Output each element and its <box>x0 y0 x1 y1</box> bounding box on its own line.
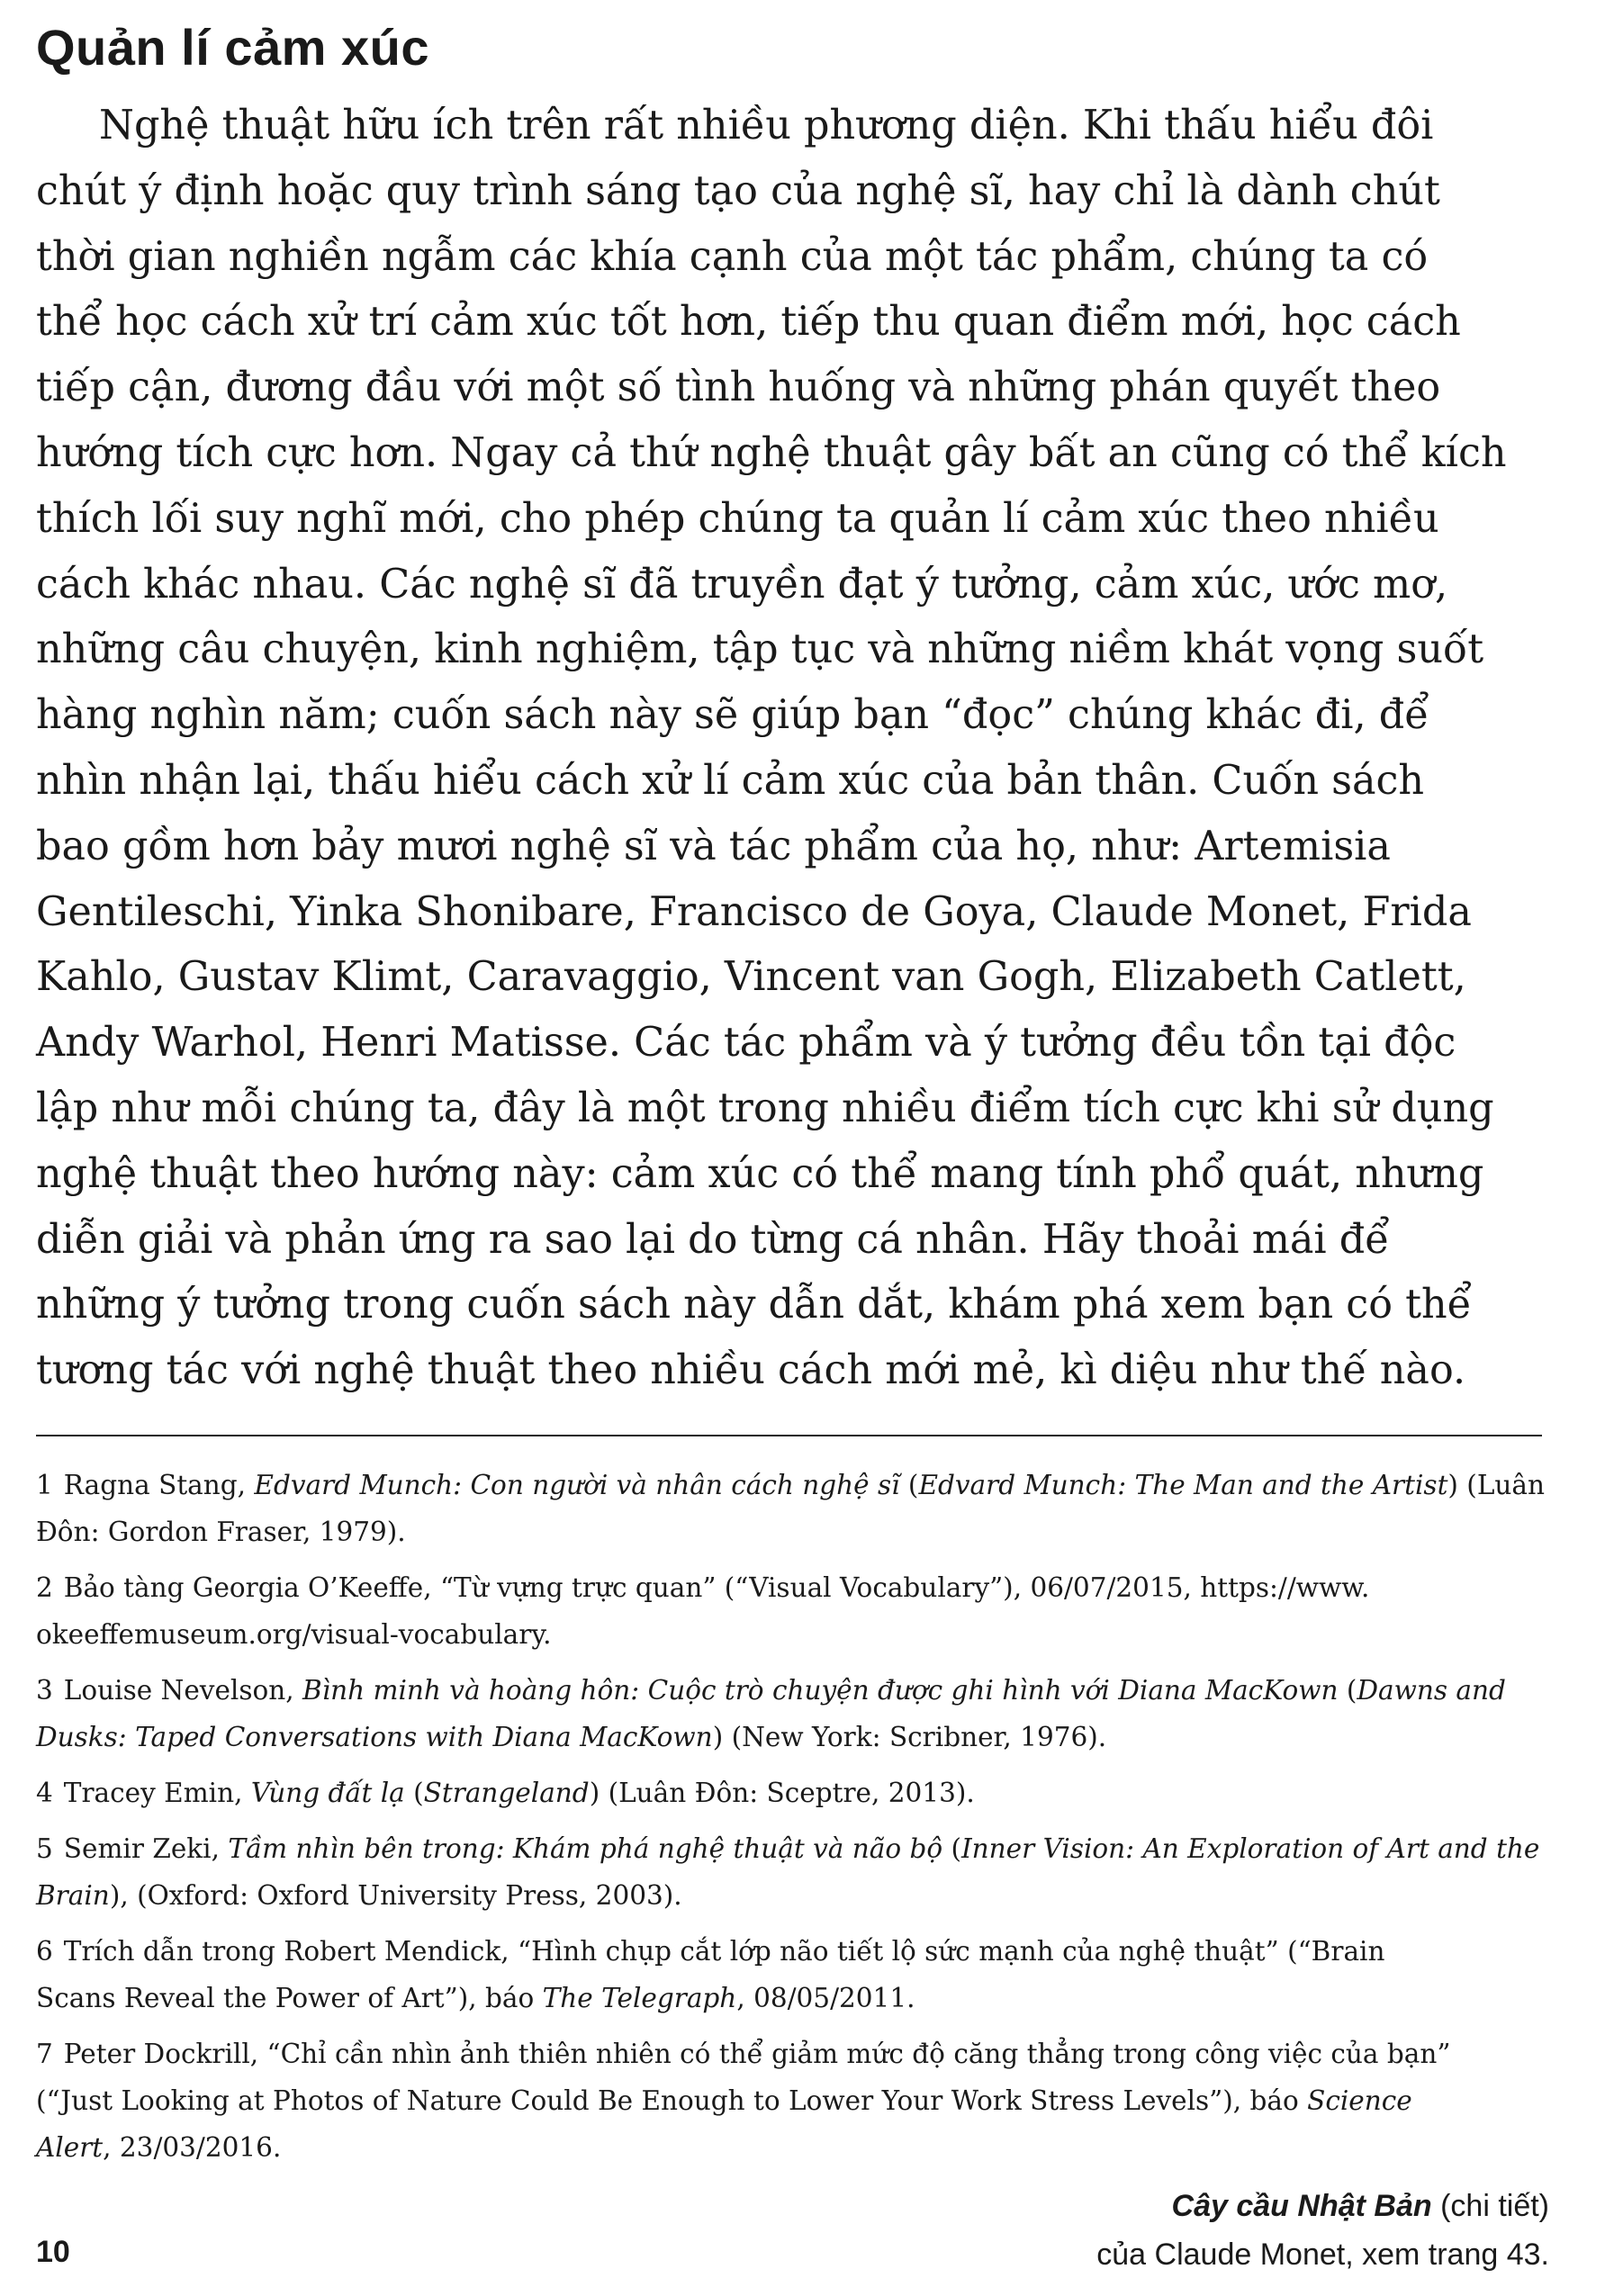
footnote-text: okeeffemuseum.org/visual-vocabulary. <box>36 1619 552 1650</box>
footnote-number: 2 <box>36 1572 53 1603</box>
body-line: cách khác nhau. Các nghệ sĩ đã truyền đạt ý tưởng, cảm xúc, ước mơ, <box>36 561 1448 608</box>
caption-line-2: của Claude Monet, xem trang 43. <box>1096 2237 1549 2272</box>
body-line: Andy Warhol, Henri Matisse. Các tác phẩm và ý tưởng đều tồn tại độc <box>36 1020 1456 1067</box>
footnote-text: ( <box>1338 1675 1357 1706</box>
footnote <box>36 1769 1557 1816</box>
footnote <box>36 1462 1557 1555</box>
footnote-number: 5 <box>36 1833 53 1864</box>
footnote-line <box>36 2124 1557 2171</box>
footnote-title-italic: Vùng đất lạ <box>250 1778 405 1808</box>
footnote-title-italic: Brain <box>36 1880 110 1911</box>
body-line: Nghệ thuật hữu ích trên rất nhiều phương diện. Khi thấu hiểu đôi <box>99 103 1434 149</box>
body-line: hàng nghìn năm; cuốn sách này sẽ giúp bạn “đọc” chúng khác đi, để <box>36 692 1429 739</box>
footnote-text: (“Just Looking at Photos of Nature Could Be Enough to Lower Your Work Stress Levels”), báo <box>36 2085 1308 2116</box>
body-line: bao gồm hơn bảy mươi nghệ sĩ và tác phẩm của họ, như: Artemisia <box>36 823 1391 869</box>
body-line: tiếp cận, đương đầu với một số tình huống và những phán quyết theo <box>36 365 1441 411</box>
footnote-text: ), (Oxford: Oxford University Press, 2003). <box>109 1880 682 1911</box>
body-line: nghệ thuật theo hướng này: cảm xúc có thể mang tính phổ quát, nhưng <box>36 1150 1484 1197</box>
footnote-title-italic: The Telegraph <box>542 1983 737 2013</box>
footnote-text: ) (Luân <box>1447 1470 1545 1500</box>
body-line: Gentileschi, Yinka Shonibare, Francisco de Goya, Claude Monet, Frida <box>36 888 1472 935</box>
footnote-text: Scans Reveal the Power of Art”), báo <box>36 1983 543 2013</box>
body-line: chút ý định hoặc quy trình sáng tạo của nghệ sĩ, hay chỉ là dành chút <box>36 167 1440 214</box>
footnote-title-italic: Edvard Munch: Con người và nhân cách nghệ sĩ <box>254 1470 900 1500</box>
footnote-title-italic: Bình minh và hoàng hôn: Cuộc trò chuyện được ghi hình với Diana MacKown <box>302 1675 1339 1706</box>
footnote-text: Louise Nevelson, <box>63 1675 303 1706</box>
body-line: thời gian nghiền ngẫm các khía cạnh của một tác phẩm, chúng ta có <box>36 233 1429 280</box>
footnote-line <box>36 1611 1557 1658</box>
footnote-text: Ragna Stang, <box>63 1470 255 1500</box>
body-line: những câu chuyện, kinh nghiệm, tập tục và những niềm khát vọng suốt <box>36 626 1484 673</box>
footnote-line <box>36 1928 1557 1975</box>
caption-artwork-title: Cây cầu Nhật Bản <box>1171 2189 1432 2223</box>
footnote <box>36 1928 1557 2021</box>
section-heading: Quản lí cảm xúc <box>36 19 429 76</box>
body-line: thể học cách xử trí cảm xúc tốt hơn, tiếp thu quan điểm mới, học cách <box>36 299 1461 346</box>
footnote-text: ( <box>942 1833 962 1864</box>
body-line: những ý tưởng trong cuốn sách này dẫn dắt, khám phá xem bạn có thể <box>36 1282 1473 1328</box>
body-line: hướng tích cực hơn. Ngay cả thứ nghệ thuật gây bất an cũng có thể kích <box>36 429 1507 476</box>
caption-line-1 <box>1096 2182 1549 2230</box>
footnote-line <box>36 1714 1557 1760</box>
footnote-text: , 23/03/2016. <box>103 2132 282 2163</box>
figure-caption <box>1096 2182 1549 2279</box>
footnote-line <box>36 1462 1557 1508</box>
footnote-line <box>36 2030 1557 2077</box>
footnote <box>36 1667 1557 1760</box>
footnote-text: Đôn: Gordon Fraser, 1979). <box>36 1517 406 1547</box>
body-line: thích lối suy nghĩ mới, cho phép chúng ta quản lí cảm xúc theo nhiều <box>36 495 1439 542</box>
footnote-title-italic: Inner Vision: An Exploration of Art and the <box>961 1833 1540 1864</box>
footnote-divider <box>36 1435 1542 1436</box>
footnote-title-italic: Strangeland <box>423 1778 590 1808</box>
footnote-title-italic: Dusks: Taped Conversations with Diana MacKown <box>36 1722 713 1752</box>
footnote-text: Semir Zeki, <box>63 1833 229 1864</box>
footnote-number: 4 <box>36 1778 53 1808</box>
footnote-line <box>36 1769 1557 1816</box>
body-paragraph <box>36 94 1557 1404</box>
page-number: 10 <box>36 2235 70 2269</box>
footnote-text: ( <box>404 1778 424 1808</box>
body-line: Kahlo, Gustav Klimt, Caravaggio, Vincent van Gogh, Elizabeth Catlett, <box>36 954 1466 1001</box>
footnotes <box>36 1462 1557 2180</box>
footnote-line <box>36 1975 1557 2021</box>
footnote-line <box>36 1667 1557 1714</box>
footnote-number: 7 <box>36 2039 53 2069</box>
footnote <box>36 2030 1557 2171</box>
footnote-line <box>36 1825 1557 1872</box>
footnote-title-italic: Science <box>1307 2085 1412 2116</box>
caption-title-suffix: (chi tiết) <box>1431 2189 1549 2223</box>
footnote-line <box>36 1564 1557 1611</box>
footnote <box>36 1564 1557 1658</box>
footnote-number: 1 <box>36 1470 53 1500</box>
footnote-title-italic: Tầm nhìn bên trong: Khám phá nghệ thuật và não bộ <box>228 1833 943 1864</box>
footnote-number: 6 <box>36 1936 53 1967</box>
footnote-text: Tracey Emin, <box>63 1778 251 1808</box>
footnote-title-italic: Alert <box>36 2132 104 2163</box>
footnote-number: 3 <box>36 1675 53 1706</box>
footnote-text: Trích dẫn trong Robert Mendick, “Hình chụp cắt lớp não tiết lộ sức mạnh của nghệ thuật” (“Brain <box>63 1936 1385 1967</box>
footnote-line <box>36 2077 1557 2124</box>
footnote-text: ) (New York: Scribner, 1976). <box>712 1722 1107 1752</box>
footnote-text: Bảo tàng Georgia O’Keeffe, “Từ vựng trực quan” (“Visual Vocabulary”), 06/07/2015, https://www. <box>63 1572 1370 1603</box>
footnote-text: ( <box>899 1470 919 1500</box>
footnote-text: ) (Luân Đôn: Sceptre, 2013). <box>589 1778 975 1808</box>
body-line: lập như mỗi chúng ta, đây là một trong nhiều điểm tích cực khi sử dụng <box>36 1085 1494 1131</box>
body-line: nhìn nhận lại, thấu hiểu cách xử lí cảm xúc của bản thân. Cuốn sách <box>36 757 1425 804</box>
footnote-text: Peter Dockrill, “Chỉ cần nhìn ảnh thiên nhiên có thể giảm mức độ căng thẳng trong công việc của bạn” <box>63 2039 1451 2069</box>
footnote-title-italic: Dawns and <box>1357 1675 1506 1706</box>
body-line: tương tác với nghệ thuật theo nhiều cách mới mẻ, kì diệu như thế nào. <box>36 1347 1466 1394</box>
footnote-line <box>36 1508 1557 1555</box>
footnote-text: , 08/05/2011. <box>736 1983 915 2013</box>
footnote <box>36 1825 1557 1919</box>
body-line: diễn giải và phản ứng ra sao lại do từng cá nhân. Hãy thoải mái để <box>36 1216 1390 1263</box>
footnote-title-italic: Edvard Munch: The Man and the Artist <box>918 1470 1448 1500</box>
footnote-line <box>36 1872 1557 1919</box>
